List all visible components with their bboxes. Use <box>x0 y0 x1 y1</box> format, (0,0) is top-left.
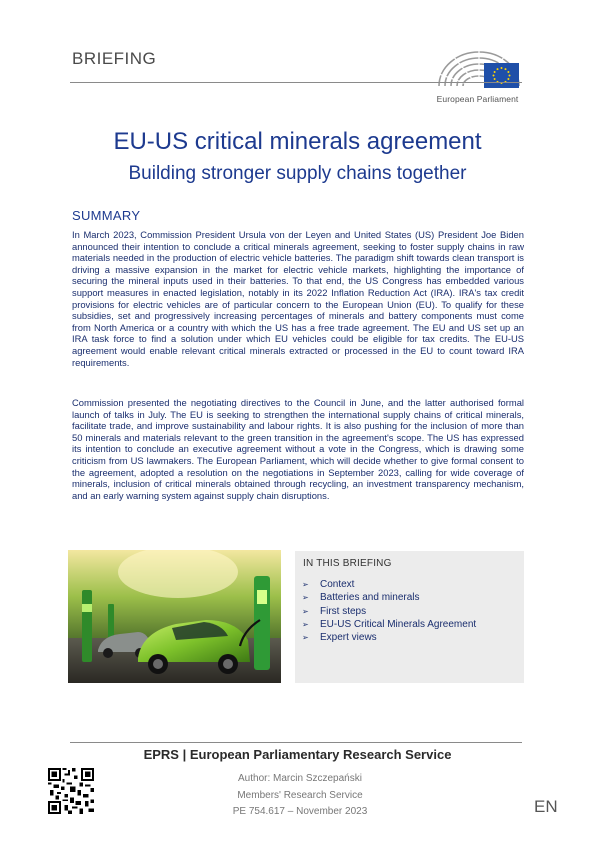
briefing-contents-list <box>302 578 476 644</box>
contents-item-label: Context <box>320 579 355 590</box>
unit-line: Members' Research Service <box>237 790 363 801</box>
contents-item[interactable] <box>302 578 476 591</box>
footer-divider <box>70 742 522 743</box>
language-code: EN <box>534 797 558 816</box>
qr-code-icon[interactable] <box>48 768 94 814</box>
document-subtitle: Building stronger supply chains together <box>128 163 467 184</box>
contents-item[interactable] <box>302 591 476 604</box>
arrow-bullet-icon: ➢ <box>302 593 309 603</box>
header-divider <box>70 82 522 83</box>
contents-item[interactable] <box>302 631 476 644</box>
contents-item-label: First steps <box>320 605 367 617</box>
eu-flag-icon <box>484 63 519 88</box>
in-this-briefing-heading: IN THIS BRIEFING <box>303 558 392 569</box>
arrow-bullet-icon: ➢ <box>302 580 309 589</box>
electric-car-charging-photo <box>68 550 281 683</box>
arrow-bullet-icon: ➢ <box>302 619 309 629</box>
arrow-bullet-icon: ➢ <box>302 606 309 616</box>
logo-caption: European Parliament <box>436 94 519 104</box>
author-line: Author: Marcin Szczepański <box>238 773 362 784</box>
contents-item-label: Expert views <box>320 632 377 644</box>
summary-heading: SUMMARY <box>72 208 141 223</box>
arrow-bullet-icon: ➢ <box>302 633 309 643</box>
reference-line: PE 754.617 – November 2023 <box>232 806 368 817</box>
document-title: EU-US critical minerals agreement <box>113 128 482 155</box>
summary-paragraph-2: Commission presented the negotiating directives to the Council in June, and the latter authorised formal launch of talks in July. The EU is seeking to strengthen the international supply chains of critical minerals, facilitate trade, and improve sustainability and labour rights. It is also pushing for the inclusion of more than 50 minerals and materials relevant to the green transition in the agreement's scope. The US has expressed its intention to conclude an executive agreement without a vote in the Congress, which is drawing some criticism from US lawmakers. The European Parliament, which will decide whether to give formal consent to the agreement, adopted a resolution on the negotiations in September 2023, calling for wide coverage of minerals, inclusion of critical minerals obtained through recycling, an investment transparency mechanism, and an early warning system against supply chain disruptions. <box>72 397 524 501</box>
contents-item-label: Batteries and minerals <box>320 592 420 604</box>
contents-item-label: EU-US Critical Minerals Agreement <box>320 618 477 630</box>
contents-item[interactable] <box>302 618 476 631</box>
summary-paragraph-1: In March 2023, Commission President Ursula von der Leyen and United States (US) President Joe Biden announced their intention to conclude a critical minerals agreement, seeking to foster supply chains in raw materials needed in the production of electric vehicle batteries. The paradigm shift towards clean transport is driving a massive expansion in the market for electric vehicle markets, highlighting the importance of securing the mineral inputs used in their batteries. To that end, the US Congress has embedded various support measures in enacted legislation, notably in its 2022 Inflation Reduction Act (IRA). IRA's tax credit provisions for electric vehicles are of particular concern to the European Union (EU). To qualify for these subsidies, set and progressively increasing percentages of minerals and battery components must come from North America or a country with which the US has a free trade agreement. The EU and US set up an IRA task force to find a solution under which EU vehicles could be eligible for tax credits. The EU-US agreement would enable relevant critical minerals extracted or processed in the EU to count toward IRA requirements. <box>72 229 524 368</box>
research-service-name: EPRS | European Parliamentary Research Service <box>143 747 452 762</box>
contents-item[interactable] <box>302 605 476 618</box>
briefing-label: BRIEFING <box>72 49 157 68</box>
